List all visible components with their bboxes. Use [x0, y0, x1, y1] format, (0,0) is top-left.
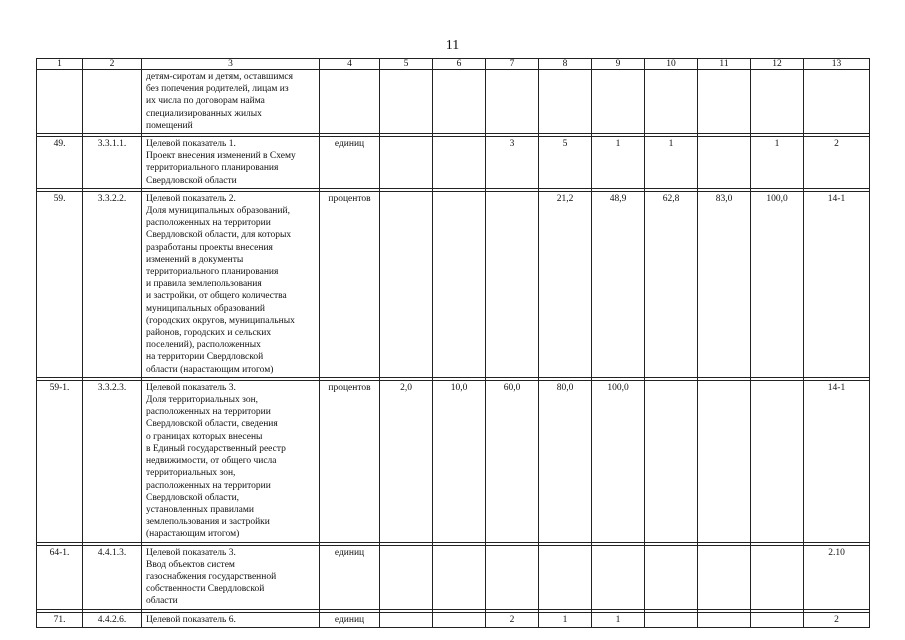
page-number: 11 [445, 38, 460, 53]
table-cell-col-4: единиц [320, 137, 380, 189]
table-row [37, 191, 870, 377]
table-cell-col-13: 2.10 [804, 545, 870, 609]
table-cell-col-11 [698, 612, 751, 627]
table-cell-col-6 [433, 137, 486, 189]
indicator-table [36, 58, 870, 628]
table-cell-col-6 [433, 612, 486, 627]
table-cell-col-6 [433, 191, 486, 377]
table-row [37, 70, 870, 134]
table-cell-col-1 [37, 70, 83, 134]
table-cell-col-8: 5 [539, 137, 592, 189]
table-cell-col-11 [698, 545, 751, 609]
table-cell-col-5 [380, 137, 433, 189]
table-cell-col-1: 59-1. [37, 380, 83, 542]
table-cell-col-10 [645, 380, 698, 542]
table-cell-col-12 [751, 545, 804, 609]
table-cell-col-7: 60,0 [486, 380, 539, 542]
header-cell: 13 [804, 59, 870, 70]
table-cell-col-4: единиц [320, 545, 380, 609]
table-cell-col-5 [380, 545, 433, 609]
header-cell: 8 [539, 59, 592, 70]
table-cell-col-13: 2 [804, 612, 870, 627]
table-cell-col-3: детям-сиротам и детям, оставшимся без попечения родителей, лицам из их числа по договорам найма специализированных жилых помещений [142, 70, 320, 134]
table-cell-col-1: 64-1. [37, 545, 83, 609]
header-cell: 2 [83, 59, 142, 70]
table-cell-col-3: Целевой показатель 2. Доля муниципальных образований, расположенных на территории Свердловской области, для которых разработаны проекты внесения изменений в документы территориального планирования и правила землепользования и застройки, от общего количества муниципальных образований (городских округов, муниципальных районов, городских и сельских поселений), расположенных на территории Свердловской области (нарастающим итогом) [142, 191, 320, 377]
table-cell-col-8: 80,0 [539, 380, 592, 542]
table-cell-col-9: 1 [592, 612, 645, 627]
header-cell: 11 [698, 59, 751, 70]
header-row [37, 59, 870, 70]
table-cell-col-12: 100,0 [751, 191, 804, 377]
table-row [37, 380, 870, 542]
table-cell-col-6 [433, 70, 486, 134]
table-cell-col-9: 1 [592, 137, 645, 189]
table-cell-col-7: 3 [486, 137, 539, 189]
table-cell-col-10: 1 [645, 137, 698, 189]
table-cell-col-3: Целевой показатель 3. Доля территориальных зон, расположенных на территории Свердловской области, сведения о границах которых внесены в Единый государственный реестр недвижимости, от общего числа территориальных зон, расположенных на территории Свердловской области, установленных правилами землепользования и застройки (нарастающим итогом) [142, 380, 320, 542]
table-cell-col-13: 2 [804, 137, 870, 189]
table-cell-col-5 [380, 191, 433, 377]
table-cell-col-5: 2,0 [380, 380, 433, 542]
table-cell-col-12 [751, 70, 804, 134]
header-cell: 4 [320, 59, 380, 70]
table-cell-col-4: единиц [320, 612, 380, 627]
table-cell-col-6 [433, 545, 486, 609]
table-cell-col-11 [698, 70, 751, 134]
table-cell-col-6: 10,0 [433, 380, 486, 542]
table-cell-col-12: 1 [751, 137, 804, 189]
table-cell-col-7 [486, 70, 539, 134]
table-cell-col-2: 3.3.2.3. [83, 380, 142, 542]
header-cell: 9 [592, 59, 645, 70]
table-cell-col-11 [698, 380, 751, 542]
table-cell-col-10: 62,8 [645, 191, 698, 377]
table-cell-col-9: 100,0 [592, 380, 645, 542]
table-cell-col-7: 2 [486, 612, 539, 627]
table-cell-col-11 [698, 137, 751, 189]
table-cell-col-13 [804, 70, 870, 134]
header-cell: 1 [37, 59, 83, 70]
table-cell-col-13: 14-1 [804, 380, 870, 542]
table-cell-col-8: 1 [539, 612, 592, 627]
table-cell-col-9 [592, 545, 645, 609]
table-cell-col-3: Целевой показатель 1. Проект внесения изменений в Схему территориального планирования Свердловской области [142, 137, 320, 189]
header-cell: 3 [142, 59, 320, 70]
table-cell-col-2: 3.3.1.1. [83, 137, 142, 189]
table-cell-col-2: 4.4.2.6. [83, 612, 142, 627]
table-cell-col-8: 21,2 [539, 191, 592, 377]
table-cell-col-8 [539, 70, 592, 134]
table-cell-col-5 [380, 70, 433, 134]
table-cell-col-2: 4.4.1.3. [83, 545, 142, 609]
table-cell-col-2 [83, 70, 142, 134]
table-row [37, 612, 870, 627]
table-cell-col-7 [486, 545, 539, 609]
header-cell: 6 [433, 59, 486, 70]
table-cell-col-7 [486, 191, 539, 377]
table-cell-col-8 [539, 545, 592, 609]
table-cell-col-2: 3.3.2.2. [83, 191, 142, 377]
table-cell-col-12 [751, 612, 804, 627]
table-cell-col-10 [645, 612, 698, 627]
table-cell-col-13: 14-1 [804, 191, 870, 377]
table-cell-col-11: 83,0 [698, 191, 751, 377]
table-cell-col-10 [645, 545, 698, 609]
header-cell: 5 [380, 59, 433, 70]
table-cell-col-4: процентов [320, 380, 380, 542]
header-cell: 10 [645, 59, 698, 70]
table-cell-col-1: 49. [37, 137, 83, 189]
table-cell-col-12 [751, 380, 804, 542]
table-cell-col-4: процентов [320, 191, 380, 377]
table-cell-col-9: 48,9 [592, 191, 645, 377]
table-cell-col-1: 71. [37, 612, 83, 627]
table-row [37, 545, 870, 609]
table-cell-col-4 [320, 70, 380, 134]
header-cell: 12 [751, 59, 804, 70]
table-cell-col-3: Целевой показатель 6. [142, 612, 320, 627]
table-cell-col-5 [380, 612, 433, 627]
table-cell-col-3: Целевой показатель 3. Ввод объектов систем газоснабжения государственной собственности Свердловской области [142, 545, 320, 609]
header-cell: 7 [486, 59, 539, 70]
table-cell-col-10 [645, 70, 698, 134]
table-body [37, 59, 870, 628]
table-cell-col-1: 59. [37, 191, 83, 377]
table-cell-col-9 [592, 70, 645, 134]
table-row [37, 137, 870, 189]
